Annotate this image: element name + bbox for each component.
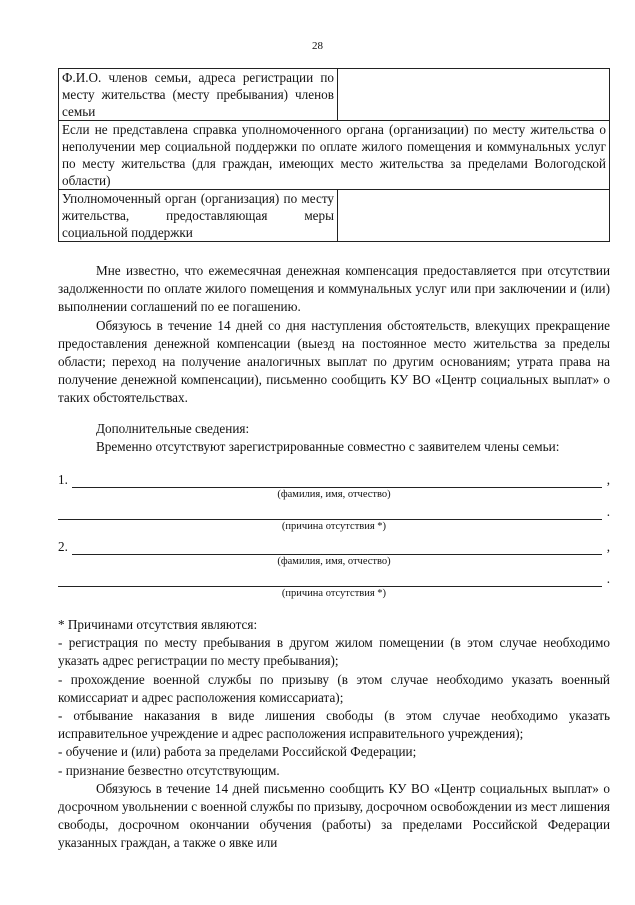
comma: , [606, 472, 610, 487]
reason-caption: (причина отсутствия *) [281, 521, 387, 532]
absent-members-intro: Временно отсутствуют зарегистрированные совместно с заявителем члены семьи: [96, 439, 560, 455]
member2-number: 2. [58, 539, 68, 554]
final-obligation-paragraph: Обязуюсь в течение 14 дней письменно сообщить КУ ВО «Центр социальных выплат» о досрочном увольнении с военной службы по призыву, досрочном освобождении из мест лишения свободы, досрочном окончании обучения (работы) за пределами Российской Федерации указанных граждан, а также о явке или [58, 780, 610, 851]
comma: , [606, 539, 610, 554]
certificate-note: Если не представлена справка уполномоченного органа (организации) по месту жительства о неполучении мер социальной поддержки по оплате жилого помещения и коммунальных услуг по месту жительства (для граждан, имеющих место жительства за пределами Вологодской области) [59, 121, 610, 190]
member2-name-row [58, 537, 610, 555]
member2-reason-field[interactable] [58, 573, 602, 587]
member1-reason-row [58, 502, 610, 520]
family-members-label: Ф.И.О. членов семьи, адреса регистрации по месту жительства (месту пребывания) членов семьи [59, 69, 338, 121]
reasons-heading: * Причинами отсутствия являются: [58, 617, 258, 632]
member1-name-row [58, 470, 610, 488]
member2-reason-row [58, 569, 610, 587]
absent-members-form [58, 470, 610, 601]
member1-reason-field[interactable] [58, 506, 602, 520]
awareness-section [58, 262, 610, 408]
member2-name-field[interactable] [72, 541, 602, 555]
authority-label: Уполномоченный орган (организация) по месту жительства, предоставляющая меры социальной поддержки [59, 190, 338, 242]
awareness-paragraph: Мне известно, что ежемесячная денежная компенсация предоставляется при отсутствии задолженности по оплате жилого помещения и коммунальных услуг или при заключении и (или) выполнении соглашений по ее погашению. [58, 263, 610, 315]
member1-number: 1. [58, 472, 68, 487]
info-table [58, 68, 610, 242]
extra-info-heading: Дополнительные сведения: [96, 421, 250, 436]
extra-info-section [58, 420, 610, 456]
reason-caption: (причина отсутствия *) [281, 588, 387, 599]
reason-item: - признание безвестно отсутствующим. [58, 762, 280, 778]
dot: . [606, 504, 610, 519]
table-row [59, 69, 610, 121]
authority-value[interactable] [338, 190, 610, 242]
page-number: 28 [312, 40, 323, 52]
obligation-paragraph: Обязуюсь в течение 14 дней со дня наступления обстоятельств, влекущих прекращение предоставления денежной компенсации (выезд на постоянное место жительства за пределы области; переход на получение аналогичных выплат по другим основаниям; утрата права на получение денежной компенсации), письменно сообщить КУ ВО «Центр социальных выплат» о таких обстоятельствах. [58, 317, 610, 406]
dot: . [606, 571, 610, 586]
table-row [59, 121, 610, 190]
name-caption: (фамилия, имя, отчество) [277, 556, 391, 567]
reason-item: - регистрация по месту пребывания в другом жилом помещении (в этом случае необходимо указать адрес регистрации по месту пребывания); [58, 635, 610, 669]
reasons-section [58, 616, 610, 853]
table-row [59, 190, 610, 242]
name-caption: (фамилия, имя, отчество) [277, 489, 391, 500]
family-members-value[interactable] [338, 69, 610, 121]
reason-item: - отбывание наказания в виде лишения свободы (в этом случае необходимо указать исправительное учреждение и адрес расположения исправительного учреждения); [58, 708, 610, 742]
member1-name-field[interactable] [72, 474, 602, 488]
reason-item: - прохождение военной службы по призыву (в этом случае необходимо указать военный комиссариат и адрес расположения комиссариата); [58, 671, 610, 705]
reason-item: - обучение и (или) работа за пределами Российской Федерации; [58, 744, 417, 760]
